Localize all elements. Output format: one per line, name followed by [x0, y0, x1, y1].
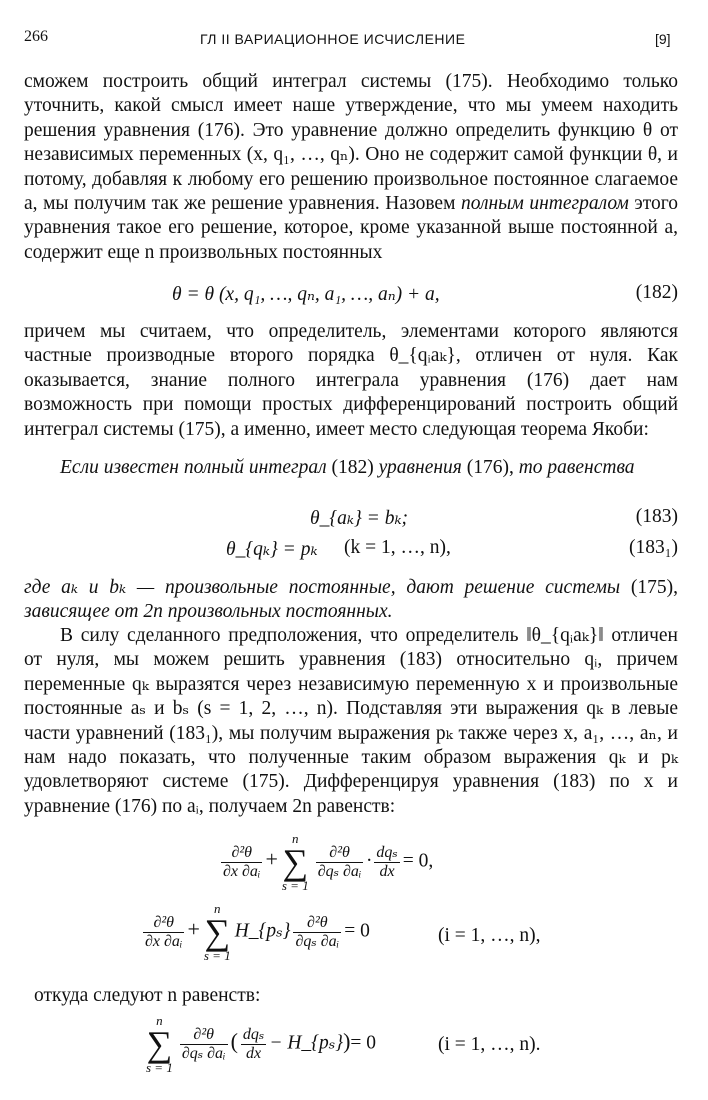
equation-183-1-condition: (k = 1, …, n),	[344, 537, 451, 558]
sum-upper-limit: n	[156, 1013, 163, 1028]
theorem-end-text-b: зависящее от 2n произвольных постоянных.	[24, 601, 393, 623]
theorem-ref-a: (182)	[326, 457, 379, 478]
equation-183: θ_{aₖ} = bₖ;	[310, 508, 409, 529]
equals-zero: = 0	[350, 1032, 377, 1054]
fraction	[374, 844, 399, 881]
equation-183-1: θ_{qₖ} = pₖ	[226, 539, 318, 560]
denominator: ∂x ∂aᵢ	[145, 932, 183, 950]
paragraph-1-text-a: сможем построить общий интеграл системы (175). Необходимо только уточнить, какой смысл имеет наше утверждение, что мы умеем находить решения уравнения (176). Это уравнение должно определить функцию θ от независимых переменных (x, q₁, …, qₙ). Оно не содержит самой функции θ, и потому, добавляя к любому его решению произвольное постоянное слагаемое a, мы получим так же решение уравнения. Назовем	[24, 71, 678, 215]
numerator: ∂²θ	[293, 914, 341, 933]
running-title: ГЛ II ВАРИАЦИОННОЕ ИСЧИСЛЕНИЕ	[200, 31, 466, 47]
fraction	[293, 914, 341, 951]
equation-result	[142, 1014, 376, 1074]
dot-operator: ·	[366, 850, 372, 872]
sum-upper-limit: n	[292, 831, 299, 846]
term-full-integral: полным интегралом	[460, 193, 629, 215]
paragraph-4: откуда следуют n равенств:	[34, 985, 261, 1006]
plus-sign: +	[265, 846, 278, 872]
equation-number-182: (182)	[635, 282, 678, 303]
equation-number-183-1: (183₁)	[628, 537, 678, 558]
fraction	[241, 1026, 266, 1063]
equation-c-condition: (i = 1, …, n).	[438, 1034, 541, 1055]
sum-lower-limit: s = 1	[203, 948, 231, 963]
denominator: dx	[379, 862, 395, 880]
theorem-statement	[24, 456, 678, 480]
summation	[204, 902, 231, 962]
equation-b-condition: (i = 1, …, n),	[438, 925, 541, 946]
numerator: ∂²θ	[143, 914, 184, 933]
denominator: dx	[246, 1044, 262, 1062]
paragraph-1-text-b: этого уравнения такое его решение, которое, кроме указанной выше постоянной a, содержит еще n произвольных постоянных	[24, 193, 678, 263]
page-number: 266	[24, 28, 48, 45]
denominator: ∂qₛ ∂aᵢ	[181, 1044, 226, 1062]
equals-zero: = 0,	[402, 850, 434, 872]
summation	[146, 1014, 173, 1074]
sigma-symbol: ∑	[282, 842, 309, 882]
equals-zero: = 0	[344, 920, 370, 942]
theorem-text-c: то равенства	[518, 457, 635, 478]
equation-182: θ = θ (x, q₁, …, qₙ, a₁, …, aₙ) + a,	[172, 284, 440, 305]
paragraph-1	[24, 70, 678, 265]
sum-lower-limit: s = 1	[146, 1060, 173, 1075]
numerator: dqₛ	[376, 843, 398, 861]
fraction	[143, 914, 184, 951]
sum-lower-limit: s = 1	[281, 878, 309, 893]
denominator: ∂qₛ ∂aᵢ	[317, 862, 362, 880]
numerator: ∂²θ	[221, 844, 262, 863]
theorem-conclusion	[24, 576, 678, 625]
theorem-end-ref: (175),	[620, 577, 678, 598]
left-paren: (	[230, 1028, 238, 1054]
sum-upper-limit: n	[214, 901, 221, 916]
numerator: dqₛ	[242, 1025, 265, 1043]
hamiltonian-term: H_{pₛ}	[234, 920, 291, 942]
numerator: ∂²θ	[316, 844, 364, 863]
sigma-symbol: ∑	[146, 1024, 173, 1064]
fraction	[316, 844, 364, 881]
equation-number-183: (183)	[635, 506, 678, 527]
theorem-text-a: Если известен полный интеграл	[60, 457, 327, 478]
fraction	[221, 844, 262, 881]
equation-derivative-b	[140, 902, 370, 962]
plus-sign: +	[187, 916, 200, 942]
sigma-symbol: ∑	[204, 912, 231, 952]
numerator: ∂²θ	[180, 1026, 228, 1045]
paragraph-2: причем мы считаем, что определитель, элементами которого являются частные производные второго порядка θ_{qᵢaₖ}, отличен от нуля. Как оказывается, знание полного интеграла уравнения (176) дает нам возможность при помощи простых дифференцирований построить общий интеграл системы (175), а именно, имеет место следующая теорема Якоби:	[24, 321, 678, 440]
right-paren: )	[343, 1028, 351, 1054]
equation-derivative-a	[218, 832, 433, 892]
section-number: [9]	[655, 31, 671, 47]
theorem-text-b: уравнения	[378, 457, 462, 478]
theorem-end-text-a: где aₖ и bₖ — произвольные постоянные, дают решение системы	[24, 577, 621, 598]
summation	[282, 832, 309, 892]
minus-hamiltonian-term: − H_{pₛ}	[269, 1032, 344, 1054]
theorem-ref-b: (176),	[461, 457, 519, 478]
paragraph-3: В силу сделанного предположения, что определитель ‖θ_{qᵢaₖ}‖ отличен от нуля, мы можем решить уравнения (183) относительно qᵢ, причем переменные qₖ выразятся через независимую переменную x и произвольные постоянные aₛ и bₛ (s = 1, 2, …, n). Подставляя эти выражения qₖ в левые части уравнений (183₁), мы получим выражения pₖ также через x, a₁, …, aₙ, и нам надо показать, что полученные таким образом выражения qₖ и pₖ удовлетворяют системе (175). Дифференцируя уравнения (183) по x и уравнение (176) по aᵢ, получаем 2n равенств:	[24, 625, 678, 817]
denominator: ∂x ∂aᵢ	[223, 862, 261, 880]
denominator: ∂qₛ ∂aᵢ	[295, 932, 340, 950]
fraction	[180, 1026, 228, 1063]
